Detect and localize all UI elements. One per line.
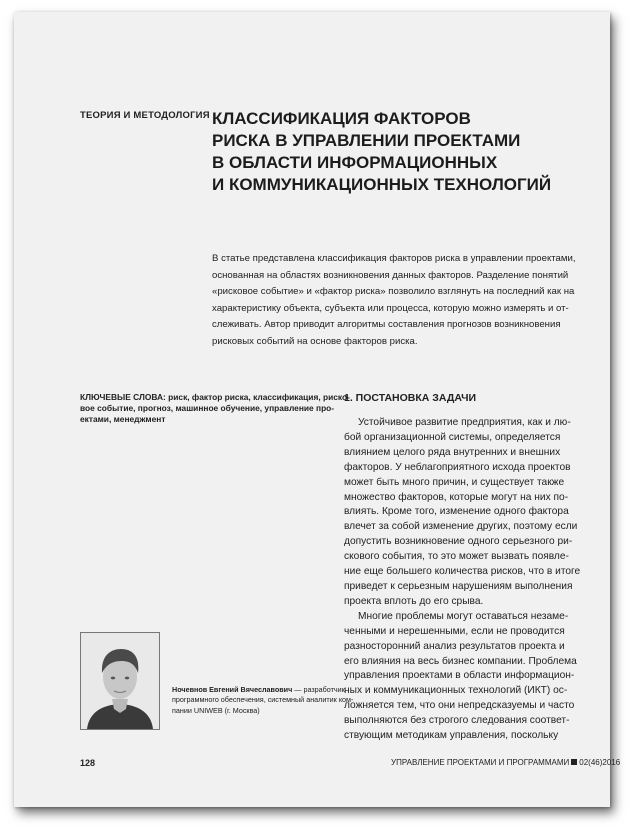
body-line: бой организационной системы, определяется [344,431,561,443]
article-title [212,108,602,196]
journal-page [14,12,621,807]
author-role: — разработчик [292,685,345,694]
body-line: ложняется тем, что они непредсказуемы и часто [344,700,575,712]
abstract-line: слеживать. Автор приводит алгоритмы составления прогнозов возникновения [212,319,561,331]
body-line: разносторонний анализ результатов проекта и [344,640,565,652]
journal-name: УПРАВЛЕНИЕ ПРОЕКТАМИ И ПРОГРАММАМИ [391,758,570,767]
body-line: управления проектами в области информацион- [344,670,575,682]
author-photo [80,632,160,730]
abstract-line: рисковых событий на основе факторов риска. [212,335,418,347]
body-line: Устойчивое развитие предприятия, как и лю- [358,417,571,428]
abstract-line: основанная на областях возникновения данных факторов. Разделение понятий [212,269,569,281]
abstract-line: В статье представлена классификация факторов риска в управлении проектами, [212,253,576,264]
body-line: проекта вплоть до его срыва. [344,595,484,607]
body-line: может быть много причин, и существует также [344,476,565,488]
abstract [212,251,597,351]
rubric: ТЕОРИЯ И МЕТОДОЛОГИЯ [80,110,210,121]
author-portrait-icon [81,633,159,729]
title-line: В ОБЛАСТИ ИНФОРМАЦИОННЫХ [212,153,498,172]
title-line: И КОММУНИКАЦИОННЫХ ТЕХНОЛОГИЙ [212,175,552,194]
body-line: его влияния на весь бизнес компании. Проблема [344,655,577,667]
author-line [172,685,345,695]
body-line: Многие проблемы могут оставаться незаме- [358,610,569,622]
body-line: приведет к серьезным нарушениям выполнения [344,580,573,592]
journal-footer [391,758,620,767]
separator-square-icon [571,759,577,765]
section-heading: 1. ПОСТАНОВКА ЗАДАЧИ [344,392,477,404]
author-name: Ночевнов Евгений Вячеславович [172,685,293,694]
title-line: КЛАССИФИКАЦИЯ ФАКТОРОВ [212,109,471,128]
body-line: влиянием целого ряда внутренних и внешних [344,446,561,458]
body-line: множество факторов, которые могут на них по- [344,491,569,503]
title-line: РИСКА В УПРАВЛЕНИИ ПРОЕКТАМИ [212,131,521,150]
body-text [344,416,604,744]
body-line: влиять. Кроме того, изменение одного фактора [344,506,569,518]
keywords-line: вое событие, прогноз, машинное обучение, управление про- [80,403,335,414]
author-info [172,685,354,716]
keywords-line: КЛЮЧЕВЫЕ СЛОВА: риск, фактор риска, классификация, риско- [80,392,350,402]
body-line: допустить возникновение одного серьезного ри- [344,536,573,548]
body-line: факторов. У неблагоприятного исхода проектов [344,461,571,473]
body-line: ченными и нерешенными, если не проводится [344,625,565,637]
body-line: выполняются без строгого следования соответ- [344,715,570,727]
abstract-line: характеристику объекта, субъекта или процесса, которую можно измерять и от- [212,302,569,314]
body-line: скового события, то это может вызвать появле- [344,551,569,563]
author-line: пании UNIWEB (г. Москва) [172,705,260,715]
keywords-line: ектами, менеджмент [80,414,166,425]
page-number: 128 [80,758,96,768]
body-line: влечет за собой изменение других, поэтому если [344,521,578,533]
abstract-line: «рисковое событие» и «фактор риска» позволило взглянуть на последний как на [212,286,575,298]
body-line: ние еще большего количества рисков, что в итоге [344,566,581,578]
body-line: ствующим методикам управления, поскольку [344,730,559,742]
body-line: ных и коммуникационных технологий (ИКТ) ос- [344,685,568,697]
journal-issue: 02(46)2016 [579,758,621,767]
author-line: программного обеспечения, системный аналитик ком- [172,695,354,705]
keywords [80,392,350,426]
